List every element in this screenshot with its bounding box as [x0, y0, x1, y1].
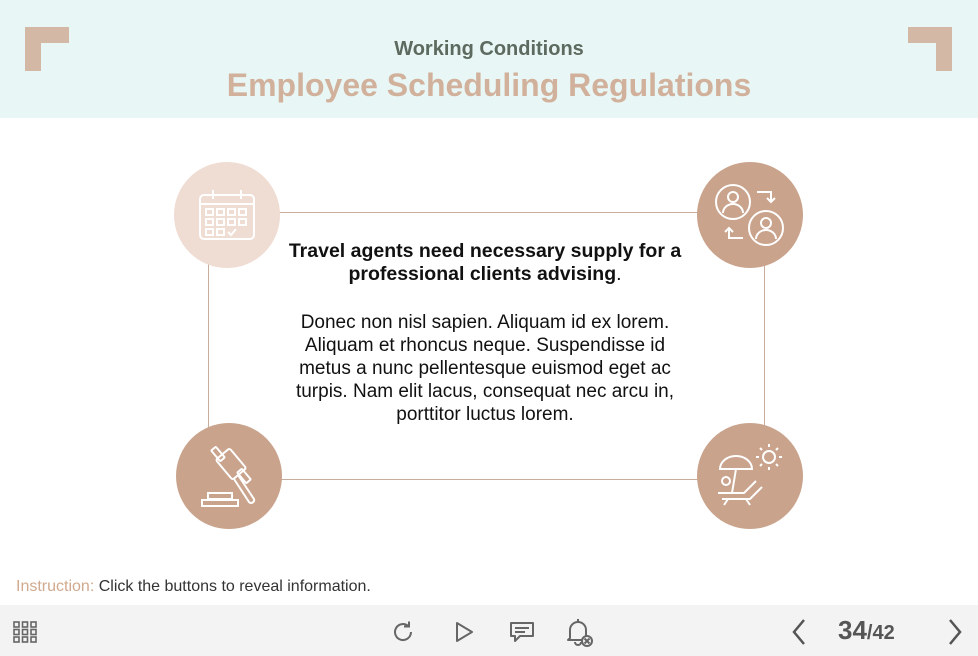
next-page-button[interactable] [940, 614, 970, 650]
chevron-right-icon [946, 618, 964, 646]
current-page: 34 [838, 615, 867, 645]
play-button[interactable] [448, 616, 480, 648]
menu-grid-button[interactable] [10, 617, 40, 647]
beach-umbrella-icon [714, 443, 786, 509]
chevron-left-icon [790, 618, 808, 646]
user-swap-icon [713, 182, 787, 248]
grid-menu-icon [13, 621, 37, 643]
bottom-toolbar [0, 605, 978, 656]
header [0, 0, 978, 118]
calendar-button[interactable] [174, 162, 280, 268]
replay-icon [392, 620, 416, 644]
gavel-button[interactable] [176, 423, 282, 529]
section-subtitle: Working Conditions [394, 38, 584, 60]
bell-muted-icon [564, 617, 594, 647]
user-swap-button[interactable] [697, 162, 803, 268]
info-content [280, 240, 690, 426]
lead-period: . [616, 263, 622, 285]
page-title: Employee Scheduling Regulations [226, 67, 752, 103]
instruction-label: Instruction: [16, 578, 95, 595]
notifications-off-button[interactable] [562, 615, 596, 649]
instruction-message: Click the buttons to reveal information. [94, 578, 371, 595]
play-icon [453, 620, 475, 644]
lead-text [280, 240, 690, 286]
calendar-icon [197, 189, 257, 241]
total-pages: /42 [866, 622, 895, 644]
page-indicator [838, 615, 895, 646]
instruction-text [16, 578, 371, 596]
gavel-icon [194, 443, 264, 509]
previous-page-button[interactable] [784, 614, 814, 650]
lead-sentence: Travel agents need necessary supply for a professional clients advising [288, 240, 682, 285]
captions-button[interactable] [506, 616, 538, 648]
body-text: Donec non nisl sapien. Aliquam id ex lorem. Aliquam et rhoncus neque. Suspendisse id metus a nunc pellentesque euismod eget ac turpis. Nam elit lacus, consequat nec arcu in, porttitor luctus lorem. [295, 312, 675, 425]
chat-bubble-icon [509, 620, 535, 644]
vacation-button[interactable] [697, 423, 803, 529]
replay-button[interactable] [388, 616, 420, 648]
